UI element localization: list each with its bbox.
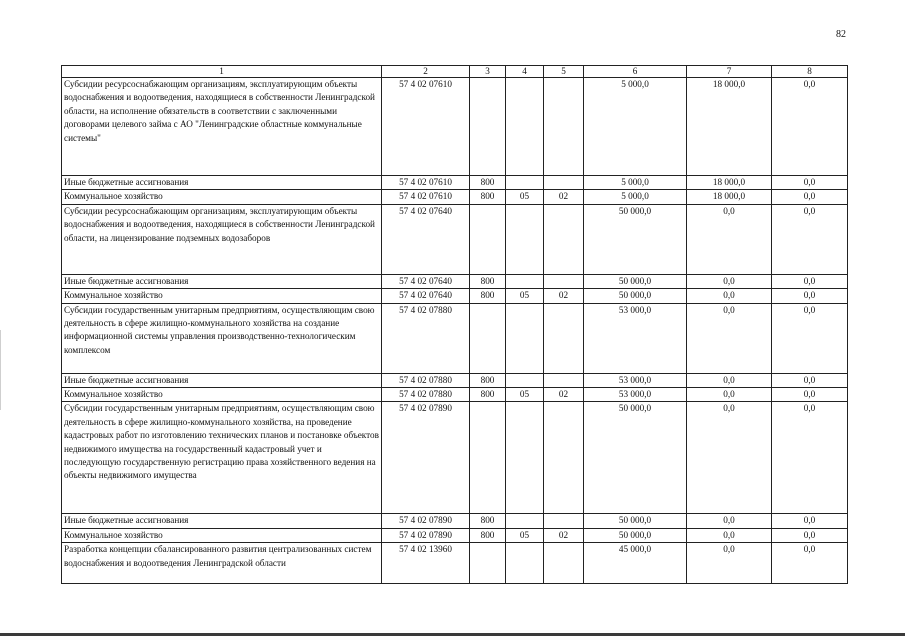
amount-col6-cell: 50 000,0	[584, 289, 687, 303]
row-name-cell: Субсидии ресурсоснабжающим организациям, эксплуатирующим объекты водоснабжения и водоотведения, находящиеся в собственности Ленинградской области, на лицензирование подземных водозаборов	[62, 204, 382, 274]
amount-col7-cell: 0,0	[687, 543, 772, 584]
row-name-cell: Иные бюджетные ассигнования	[62, 274, 382, 288]
target-code-cell: 57 4 02 07610	[382, 176, 470, 190]
subsection-cell: 02	[544, 388, 584, 402]
expense-type-cell: 800	[470, 176, 506, 190]
table-row	[62, 514, 848, 528]
subsection-cell	[544, 303, 584, 373]
table-row	[62, 190, 848, 204]
section-cell	[506, 373, 544, 387]
scan-bottom-edge	[0, 633, 905, 636]
column-header: 8	[772, 66, 848, 78]
amount-col7-cell: 0,0	[687, 388, 772, 402]
table-row	[62, 402, 848, 514]
table-row	[62, 204, 848, 274]
row-name-cell: Коммунальное хозяйство	[62, 289, 382, 303]
amount-col7-cell: 18 000,0	[687, 176, 772, 190]
table-row	[62, 289, 848, 303]
target-code-cell: 57 4 02 07890	[382, 528, 470, 542]
amount-col6-cell: 53 000,0	[584, 373, 687, 387]
row-name-cell: Коммунальное хозяйство	[62, 528, 382, 542]
subsection-cell	[544, 373, 584, 387]
section-cell	[506, 543, 544, 584]
section-cell	[506, 204, 544, 274]
amount-col7-cell: 18 000,0	[687, 78, 772, 176]
expense-type-cell	[470, 543, 506, 584]
amount-col8-cell: 0,0	[772, 190, 848, 204]
expense-type-cell	[470, 303, 506, 373]
row-name-cell: Коммунальное хозяйство	[62, 190, 382, 204]
row-name-cell: Коммунальное хозяйство	[62, 388, 382, 402]
expense-type-cell: 800	[470, 289, 506, 303]
page-number: 82	[836, 29, 846, 40]
expense-type-cell: 800	[470, 528, 506, 542]
amount-col8-cell: 0,0	[772, 514, 848, 528]
amount-col7-cell: 0,0	[687, 528, 772, 542]
amount-col7-cell: 18 000,0	[687, 190, 772, 204]
amount-col8-cell: 0,0	[772, 528, 848, 542]
expense-type-cell: 800	[470, 388, 506, 402]
amount-col8-cell: 0,0	[772, 204, 848, 274]
target-code-cell: 57 4 02 07890	[382, 514, 470, 528]
subsection-cell	[544, 402, 584, 514]
amount-col7-cell: 0,0	[687, 289, 772, 303]
subsection-cell	[544, 274, 584, 288]
table-row	[62, 303, 848, 373]
amount-col6-cell: 53 000,0	[584, 303, 687, 373]
column-header: 1	[62, 66, 382, 78]
section-cell	[506, 274, 544, 288]
amount-col8-cell: 0,0	[772, 303, 848, 373]
column-header: 4	[506, 66, 544, 78]
column-header: 2	[382, 66, 470, 78]
row-name-cell: Разработка концепции сбалансированного развития централизованных систем водоснабжения и водоотведения Ленинградской области	[62, 543, 382, 584]
row-name-cell: Субсидии ресурсоснабжающим организациям, эксплуатирующим объекты водоснабжения и водоотведения, находящиеся в собственности Ленинградской области, на исполнение обязательств в соответствии с заключенными договорами целевого займа с АО "Ленинградские областные коммунальные системы"	[62, 78, 382, 176]
amount-col6-cell: 45 000,0	[584, 543, 687, 584]
subsection-cell	[544, 514, 584, 528]
amount-col8-cell: 0,0	[772, 289, 848, 303]
target-code-cell: 57 4 02 07880	[382, 303, 470, 373]
amount-col6-cell: 5 000,0	[584, 78, 687, 176]
target-code-cell: 57 4 02 07880	[382, 388, 470, 402]
amount-col7-cell: 0,0	[687, 204, 772, 274]
amount-col7-cell: 0,0	[687, 373, 772, 387]
amount-col8-cell: 0,0	[772, 402, 848, 514]
subsection-cell	[544, 176, 584, 190]
expense-type-cell	[470, 78, 506, 176]
column-header: 6	[584, 66, 687, 78]
expense-type-cell	[470, 204, 506, 274]
section-cell	[506, 78, 544, 176]
row-name-cell: Субсидии государственным унитарным предприятиям, осуществляющим свою деятельность в сфере жилищно-коммунального хозяйства, на проведение кадастровых работ по изготовлению технических планов и постановке объектов недвижимого имущества на государственный кадастровый учет и последующую государственную регистрацию права хозяйственного ведения на объекты недвижимого имущества	[62, 402, 382, 514]
expense-type-cell: 800	[470, 274, 506, 288]
target-code-cell: 57 4 02 07610	[382, 190, 470, 204]
target-code-cell: 57 4 02 07880	[382, 373, 470, 387]
amount-col6-cell: 53 000,0	[584, 388, 687, 402]
section-cell	[506, 303, 544, 373]
section-cell: 05	[506, 388, 544, 402]
subsection-cell: 02	[544, 289, 584, 303]
section-cell: 05	[506, 289, 544, 303]
target-code-cell: 57 4 02 07640	[382, 274, 470, 288]
target-code-cell: 57 4 02 07640	[382, 204, 470, 274]
subsection-cell	[544, 78, 584, 176]
amount-col8-cell: 0,0	[772, 388, 848, 402]
expense-type-cell	[470, 402, 506, 514]
section-cell: 05	[506, 528, 544, 542]
amount-col8-cell: 0,0	[772, 373, 848, 387]
expense-type-cell: 800	[470, 514, 506, 528]
amount-col6-cell: 50 000,0	[584, 204, 687, 274]
amount-col8-cell: 0,0	[772, 274, 848, 288]
target-code-cell: 57 4 02 07890	[382, 402, 470, 514]
expense-type-cell: 800	[470, 373, 506, 387]
target-code-cell: 57 4 02 13960	[382, 543, 470, 584]
amount-col8-cell: 0,0	[772, 176, 848, 190]
budget-table	[61, 65, 848, 584]
section-cell	[506, 402, 544, 514]
table-row	[62, 388, 848, 402]
target-code-cell: 57 4 02 07610	[382, 78, 470, 176]
subsection-cell: 02	[544, 190, 584, 204]
row-name-cell: Иные бюджетные ассигнования	[62, 514, 382, 528]
expense-type-cell: 800	[470, 190, 506, 204]
amount-col7-cell: 0,0	[687, 303, 772, 373]
amount-col7-cell: 0,0	[687, 402, 772, 514]
section-cell	[506, 514, 544, 528]
column-header: 7	[687, 66, 772, 78]
amount-col7-cell: 0,0	[687, 514, 772, 528]
subsection-cell: 02	[544, 528, 584, 542]
amount-col8-cell: 0,0	[772, 543, 848, 584]
section-cell	[506, 176, 544, 190]
amount-col6-cell: 50 000,0	[584, 528, 687, 542]
scan-edge-line	[0, 330, 1, 410]
row-name-cell: Иные бюджетные ассигнования	[62, 373, 382, 387]
amount-col7-cell: 0,0	[687, 274, 772, 288]
amount-col6-cell: 50 000,0	[584, 514, 687, 528]
table-row	[62, 543, 848, 584]
amount-col6-cell: 50 000,0	[584, 274, 687, 288]
amount-col8-cell: 0,0	[772, 78, 848, 176]
amount-col6-cell: 5 000,0	[584, 190, 687, 204]
table-row	[62, 176, 848, 190]
section-cell: 05	[506, 190, 544, 204]
amount-col6-cell: 50 000,0	[584, 402, 687, 514]
table-header-row	[62, 66, 848, 78]
table-row	[62, 373, 848, 387]
subsection-cell	[544, 543, 584, 584]
subsection-cell	[544, 204, 584, 274]
target-code-cell: 57 4 02 07640	[382, 289, 470, 303]
table-row	[62, 274, 848, 288]
amount-col6-cell: 5 000,0	[584, 176, 687, 190]
column-header: 3	[470, 66, 506, 78]
row-name-cell: Субсидии государственным унитарным предприятиям, осуществляющим свою деятельность в сфере жилищно-коммунального хозяйства на создание информационной системы управления производственно-технологическим комплексом	[62, 303, 382, 373]
table-row	[62, 78, 848, 176]
column-header: 5	[544, 66, 584, 78]
row-name-cell: Иные бюджетные ассигнования	[62, 176, 382, 190]
table-row	[62, 528, 848, 542]
